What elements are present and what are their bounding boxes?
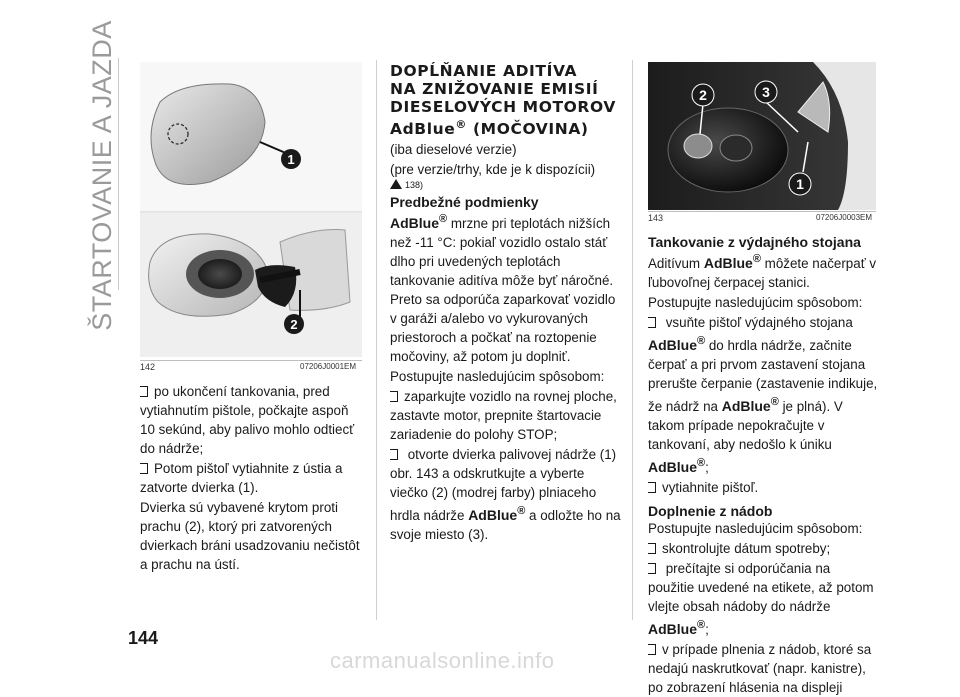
right-bullet-1-head: vsuňte pištoľ výdajného stojana bbox=[665, 315, 853, 330]
section-heading-line-2: NA ZNIŽOVANIE EMISIÍ bbox=[390, 80, 599, 98]
heading-pump-refuel: Tankovanie z výdajného stojana bbox=[648, 234, 861, 250]
heading-registered-mark: ® bbox=[455, 118, 467, 131]
figure-142 bbox=[140, 62, 362, 357]
right-bullet-3: skontrolujte dátum spotreby; bbox=[648, 539, 878, 558]
middle-bullet-2-head: otvorte dvierka palivovej nádrže (1) obr. 143 a odskrutkujte a vyberte viečko (2) (modrej farby) plniaceho hrdla nádrže bbox=[390, 447, 617, 523]
registered-mark: ® bbox=[752, 253, 761, 265]
right-paragraph-3: Postupujte nasledujúcim spôsobom: bbox=[648, 521, 863, 536]
section-heading-line-1: DOPĹŇANIE ADITÍVA bbox=[390, 62, 578, 80]
callout-1-top: 1 bbox=[287, 152, 295, 167]
left-bullet-1: po ukončení tankovania, pred vytiahnutím pištole, počkajte aspoň 10 sekúnd, aby palivo mohlo odtiecť do nádrže; bbox=[140, 382, 364, 458]
middle-column bbox=[390, 62, 624, 544]
figure-143-number: 143 bbox=[648, 213, 664, 223]
right-paragraph-2: Postupujte nasledujúcim spôsobom: bbox=[648, 295, 863, 310]
subtitle-1: (iba dieselové verzie) bbox=[390, 142, 517, 157]
figure-142-rule bbox=[140, 360, 362, 361]
section-title: ŠTARTOVANIE A JAZDA bbox=[86, 19, 117, 331]
registered-mark: ® bbox=[517, 505, 526, 517]
registered-mark: ® bbox=[697, 457, 706, 469]
figure-143 bbox=[648, 62, 876, 210]
middle-bullet-2 bbox=[390, 445, 624, 544]
middle-bullet-1: zaparkujte vozidlo na rovnej ploche, zastavte motor, prepnite štartovacie zariadenie do polohy STOP; bbox=[390, 387, 624, 444]
brand-adblue: AdBlue bbox=[648, 621, 697, 637]
right-bullet-1 bbox=[648, 313, 878, 477]
right-bullet-4 bbox=[648, 559, 878, 639]
callout-1: 1 bbox=[796, 176, 804, 192]
middle-paragraph-1-text: mrzne pri teplotách nižších než -11 °C: pokiaľ vozidlo ostalo stáť dlho pri uvedených teplotách tankovanie aditíva môže byť náročné. Preto sa odporúča zaparkovať vozidlo v garáži a/alebo vo vykurovaných priestoroch a počkať na roztopenie močoviny, až potom ju doplniť. bbox=[390, 216, 616, 364]
page-number: 144 bbox=[128, 628, 159, 648]
column-divider-2 bbox=[632, 60, 633, 620]
callout-3: 3 bbox=[762, 84, 770, 100]
right-bullet-2: vytiahnite pištoľ. bbox=[648, 478, 878, 497]
column-divider-1 bbox=[376, 60, 377, 620]
brand-adblue: AdBlue bbox=[648, 459, 697, 475]
right-bullet-4-head: prečítajte si odporúčania na použitie uvedené na etikete, až potom vlejte obsah nádoby do nádrže bbox=[648, 561, 874, 614]
registered-mark: ® bbox=[439, 213, 448, 225]
figure-143-rule bbox=[648, 211, 876, 212]
left-column bbox=[140, 382, 364, 574]
warning-reference bbox=[390, 179, 624, 190]
figure-142-number: 142 bbox=[140, 362, 156, 372]
callout-2: 2 bbox=[699, 87, 707, 103]
heading-container-refill: Doplnenie z nádob bbox=[648, 503, 773, 519]
brand-adblue: AdBlue bbox=[648, 337, 697, 353]
subtitle-2: (pre verzie/trhy, kde je k dispozícii) bbox=[390, 162, 596, 177]
right-bullet-1-tail: do hrdla nádrže, začnite čerpať a pri prvom zastavení stojana prerušte čerpanie (zastavenie indikuje, že nádrž na bbox=[648, 338, 878, 414]
side-divider bbox=[118, 58, 119, 290]
brand-adblue: AdBlue bbox=[721, 398, 771, 414]
section-heading-line-3: DIESELOVÝCH MOTOROV bbox=[390, 98, 616, 116]
brand-adblue: AdBlue bbox=[703, 255, 753, 271]
right-bullet-4-end: ; bbox=[705, 622, 709, 637]
middle-bullet-2-tail: a odložte ho na svoje miesto (3). bbox=[390, 508, 621, 542]
left-paragraph-1: Dvierka sú vybavené krytom proti prachu (2), ktorý pri zatvorených dvierkach bráni usadzovaniu nečistôt a prachu na ústí. bbox=[140, 500, 360, 572]
right-column bbox=[648, 234, 878, 697]
registered-mark: ® bbox=[697, 619, 706, 631]
figure-142-code: 07206J0001EM bbox=[300, 362, 357, 371]
heading-tail: (MOČOVINA) bbox=[472, 120, 589, 138]
left-bullet-2: Potom pištoľ vytiahnite z ústia a zatvorte dvierka (1). bbox=[140, 459, 364, 497]
watermark: carmanualsonline.info bbox=[330, 648, 555, 673]
section-side-tab bbox=[82, 19, 122, 331]
figure-143-code: 07206J0003EM bbox=[816, 213, 873, 222]
right-paragraph-1 bbox=[648, 250, 878, 292]
brand-adblue: AdBlue bbox=[390, 215, 439, 231]
warning-icon bbox=[390, 179, 402, 189]
right-bullet-1-tail-2: je plná). V takom prípade nepokračujte v tankovaní, aby nedošlo k úniku bbox=[648, 399, 843, 452]
right-paragraph-1-head: Aditívum bbox=[648, 256, 701, 271]
callout-2-bottom: 2 bbox=[290, 317, 298, 332]
adblue-filler-illustration bbox=[648, 62, 876, 210]
right-paragraph-1-tail: môžete načerpať v ľubovoľnej čerpacej stanici. bbox=[648, 256, 877, 290]
heading-preconditions: Predbežné podmienky bbox=[390, 194, 539, 210]
registered-mark: ® bbox=[697, 335, 706, 347]
right-bullet-5: v prípade plnenia z nádob, ktoré sa nedajú naskrutkovať (napr. kanistre), po zobrazení hlásenia na displeji bbox=[648, 640, 878, 697]
middle-paragraph-2: Postupujte nasledujúcim spôsobom: bbox=[390, 369, 605, 384]
section-heading-line-4 bbox=[390, 116, 624, 138]
fuel-door-illustration bbox=[140, 62, 362, 357]
heading-brand: AdBlue bbox=[390, 120, 456, 138]
right-bullet-1-end: ; bbox=[705, 460, 709, 475]
registered-mark: ® bbox=[770, 396, 779, 408]
middle-paragraph-1 bbox=[390, 210, 624, 366]
warning-ref-number: 138) bbox=[405, 180, 424, 190]
brand-adblue: AdBlue bbox=[468, 507, 518, 523]
